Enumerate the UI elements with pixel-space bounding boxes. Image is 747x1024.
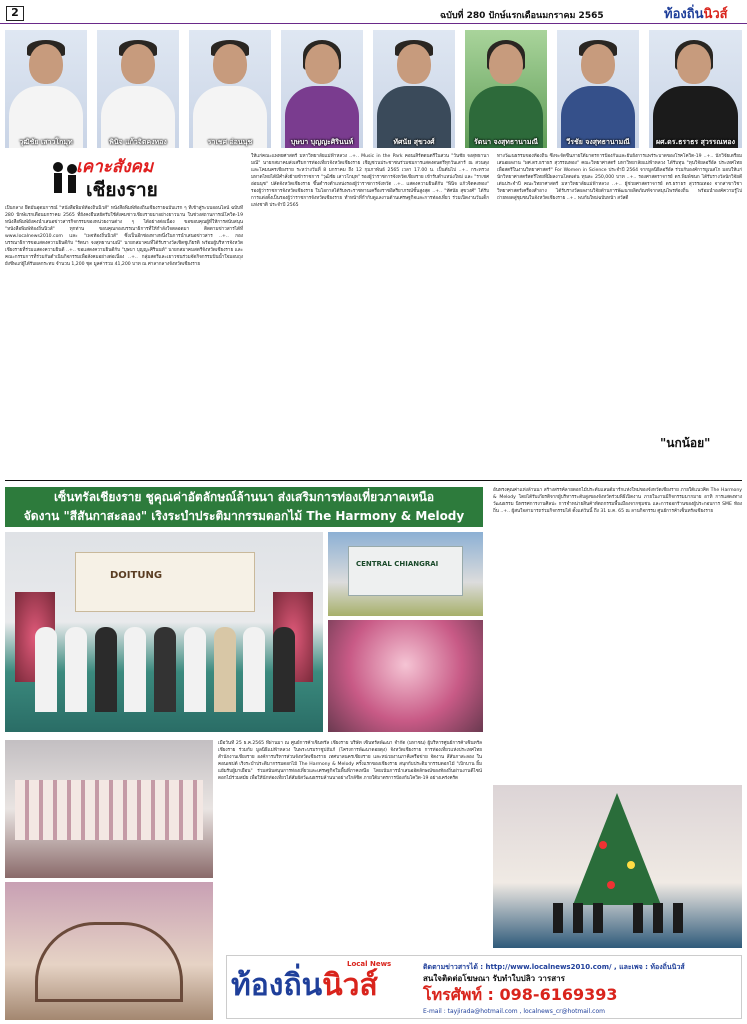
issue-label: ฉบับที่ 280 ปักษ์แรกเดือนมกราคม 2565 [440, 11, 604, 21]
column-logo-line1: เคาะสังคม [76, 157, 154, 177]
column-logo-line2: เชียงราย [86, 179, 158, 201]
ad-logo: ท้องถิ่นนิวส์ [231, 969, 378, 1002]
portrait-strip [5, 30, 742, 148]
page-number: 2 [6, 6, 24, 21]
advertisement-box [226, 955, 742, 1019]
article-bottom-text: เมื่อวันที่ 25 ธ.ค.2565 ที่ผ่านมา ณ ศูนย์การค้าเซ็นทรัล เชียงราย บริษัท เซ็นทรัลพัฒนา จำกัด (มหาชน) ผู้บริหารศูนย์การค้าเซ็นทรัล เชียงราย ร่วมกับ มูลนิธิแม่ฟ้าหลวง ในพระบรมราชูปถัมภ์ (โครงการพัฒนาดอยตุง) จังหวัดเชียงราย การท่องเที่ยวแห่งประเทศไทย สำนักงานเชียงราย องค์การบริหารส่วนจังหวัดเชียงราย เทศบาลนครเชียงราย และหน่วยงานภาคีเครือข่าย จัดงาน สีสันกาสะลอง ในคอนเซปต์ เริงระบำประติมากรรมดอกไม้ The Harmony & Melody ครั้งแรกของเชียงราย สนุกกับประติมากรรมดอกไม้ "เบิกบาน ยิ้มแย้มรับผู้มาเยือน" ร่วมสนับสนุนการท่องเที่ยวและเศรษฐกิจในพื้นที่ภาคเหนือ โดยเน้นการนำเสนออัตลักษณ์ของท้องถิ่นผ่านงานดีไซน์ดอกไม้ร่วมสมัย เพื่อให้นักท่องเที่ยวได้สัมผัสวัฒนธรรมล้านนาอย่างใกล้ชิด ภายใต้มาตรการป้องกันโควิด-19 อย่างเคร่งครัด [218, 741, 482, 781]
ad-tag: Local News [347, 960, 392, 968]
gossip-column-1: เป็นกลาง ยึดมั่นอุดมการณ์ "หนังสือพิมพ์ท้องถิ่นนิวส์" หนังสือพิมพ์ท้องถิ่นเชียงรายฉบับแรก ๆ ที่เข้าสู่ระบบออนไลน์ ฉบับที่ 280 ปักษ์แรกเดือนมกราคม 2565 ที่ยังคงยืนหยัดรับใช้สังคมชาวเชียงรายมาอย่างยาวนาน ในช่วงสถานการณ์โควิด-19 หนังสือพิมพ์ยังคงนำเสนอข่าวสารกิจกรรมของหน่วยงานต่าง ๆ ได้อย่างต่อเนื่อง ขอขอบคุณผู้ที่ให้การสนับสนุน "หนังสือพิมพ์ท้องถิ่นนิวส์" ทุกท่าน ขอบคุณกองบรรณาธิการที่ให้กำลังใจตลอดมา ติดตามข่าวสารได้ที่ www.localnews2010.com และ "เพจท้องถิ่นนิวส์" ซึ่งเป็นอีกช่องทางหนึ่งในการนำเสนอข่าวสาร ..+.. กองบรรณาธิการขอแสดงความยินดีกับ "รัตนา จงสุทธานามณี" นายกสมาคมที่ได้รับรางวัลเชิดชูเกียรติ พร้อมผู้บริหารจังหวัดเชียงรายที่ร่วมแสดงความยินดี ..+.. ขอแสดงความยินดีกับ "บุษบา บุญญะศิรินนท์" นายกสมาคมสตรีจังหวัดเชียงราย และคณะกรรมการที่ร่วมกันดำเนินกิจกรรมเพื่อสังคมอย่างต่อเนื่อง ..+.. กลุ่มสตรีและเยาวชนร่วมจัดกิจกรรมปันน้ำใจมอบถุงยังชีพแก่ผู้ได้รับผลกระทบ จำนวน 1,200 ชุด มูลค่ารวม 41,200 บาท ณ ศาลากลางจังหวัดเชียงราย [5, 206, 243, 267]
portrait-4: บุษบา บุญญะศิรินนท์ [281, 30, 363, 148]
portrait-3: ราเชศ อ่อนนุช [189, 30, 271, 148]
photo-central-building [328, 532, 483, 616]
article-right-text: อันทรงคุณค่าแห่งล้านนา สร้างสรรค์ลายดอกไม้ประดับแลนด์มาร์กแห่งใหม่ของจังหวัดเชียงราย ภายใต้แนวคิด The Harmony & Melody โดยได้รับเกียรติจากผู้บริหารระดับสูงของจังหวัดร่วมพิธีเปิดงาน ภายในงานมีกิจกรรมมากมาย อาทิ การแสดงทางวัฒนธรรม นิทรรศการงานศิลปะ การจำหน่ายสินค้าหัตถกรรมพื้นเมืองจากชุมชน และการออกร้านของผู้ประกอบการ SME ท้องถิ่น ..+.. ผู้สนใจสามารถร่วมกิจกรรมได้ ตั้งแต่วันนี้ ถึง 31 ม.ค. 65 ณ ลานกิจกรรม ศูนย์การค้าเซ็นทรัลเชียงราย [493, 488, 742, 514]
column-logo [50, 153, 170, 201]
photo-group-opening [5, 532, 323, 732]
headline-line2: จัดงาน "สีสันกาสะลอง" เริงระบำประติมากรรมดอกไม้ The Harmony & Melody [23, 509, 465, 523]
central-sign: CENTRAL CHIANGRAI [356, 560, 439, 568]
portrait-8: ผศ.ดร.ธราธร สุวรรณทอง [649, 30, 742, 148]
ad-email[interactable]: E-mail : tayjirada@hotmail.com , localnews_cr@hotmail.com [423, 1008, 605, 1015]
group-of-people [35, 627, 295, 712]
masthead-logo: ท้องถิ่นนิวส์ [664, 6, 728, 21]
photo-christmas-tree [493, 785, 742, 948]
christmas-tree-icon [493, 785, 742, 948]
portrait-2: พินิจ แก้วจิตคงทอง [97, 30, 179, 148]
section-divider [5, 480, 742, 481]
ad-phone[interactable]: โทรศัพท์ : 098-6169393 [423, 985, 618, 1004]
gossip-column-3: ทางวัฒนธรรมของท้องถิ่น ซึ่งจะจัดขึ้นภายใต้มาตรการป้องกันและยับยั้งการแพร่ระบาดของโรคโควิด-19 ..+.. นักวิจัยเตรียมเสนอผลงาน "ผศ.ดร.ธราธร สุวรรณทอง" คณะวิทยาศาสตร์ มหาวิทยาลัยแม่ฟ้าหลวง ได้รับทุน "ทุนวิจัยลอรีอัล ประเทศไทย เพื่อสตรีในงานวิทยาศาสตร์" For Women in Science ประจำปี 2564 จากมูลนิธิลอรีอัล ร่วมกับองค์การยูเนสโก มอบให้แก่นักวิทยาศาสตร์สตรีไทยที่มีผลงานโดดเด่น ทุนละ 250,000 บาท ..+.. รองศาสตราจารย์ ดร.พิมพ์ชนก ได้รับรางวัลนักวิจัยดีเด่นประจำปี คณะวิทยาศาสตร์ มหาวิทยาลัยแม่ฟ้าหลวง ..+.. ผู้ช่วยศาสตราจารย์ ดร.ธราธร สุวรรณทอง จากสาขาวิชาวิทยาศาสตร์เครื่องสำอาง ได้รับรางวัลผลงานวิจัยด้านการพัฒนาผลิตภัณฑ์จากสมุนไพรท้องถิ่น พร้อมนำองค์ความรู้ไปถ่ายทอดสู่ชุมชนในจังหวัดเชียงราย ..+.. พบกันใหม่ฉบับหน้า สวัสดี [497, 154, 742, 201]
column-signature: "นกน้อย" [660, 436, 711, 450]
photo-interior-display [5, 740, 213, 878]
headline-line1: เซ็นทรัลเชียงราย ชูคุณค่าอัตลักษณ์ล้านนา ส่งเสริมการท่องเที่ยวภาคเหนือ [53, 490, 435, 504]
photo-flower-arch [5, 882, 213, 1020]
photo-flower-sculpture [328, 620, 483, 732]
ad-contact-link[interactable]: ติดตามข่าวสารได้ : http://www.localnews2010.com/ , และเพจ : ท้องถิ่นนิวส์ [423, 963, 685, 971]
portrait-7: วีรชัย จงสุทธานามณี [557, 30, 639, 148]
portrait-1: วุฒิชัย เสาวโกมุท [5, 30, 87, 148]
gossip-column-2: ให้แก่คณะแพทยศาสตร์ มหาวิทยาลัยแม่ฟ้าหลวง ..+.. Music in the Park คอนเสิร์ตดนตรีในสวน "วันชัย จงสุทธานามณี" นายกสมาคมส่งเสริมการท่องเที่ยวจังหวัดเชียงราย เชิญชวนประชาชนร่วมชมการแสดงดนตรีทุกวันเสาร์ ณ สวนตุงและโคมนครเชียงราย ระหว่างวันที่ 8 มกราคม ถึง 12 กุมภาพันธ์ 2565 เวลา 17.00 น. เป็นต้นไป ..+.. กระทรวงมหาดไทยได้มีคำสั่งย้ายข้าราชการ "วุฒิชัย เสาวโกมุท" รองผู้ว่าราชการจังหวัดเชียงราย เข้ารับตำแหน่งใหม่ และ "ราเชศ อ่อนนุช" ปลัดจังหวัดเชียงราย ขึ้นดำรงตำแหน่งรองผู้ว่าราชการจังหวัด ..+.. แสดงความยินดีกับ "พินิจ แก้วจิตคงทอง" รองผู้ว่าราชการจังหวัดเชียงราย ในโอกาสได้รับพระราชทานเครื่องราชอิสริยาภรณ์ชั้นสูงสุด ..+.. "ทัศนัย สุขวงศ์" ได้รับการแต่งตั้งเป็นรองผู้ว่าราชการจังหวัดเชียงราย ทำหน้าที่กำกับดูแลงานด้านเศรษฐกิจและการท่องเที่ยว ร่วมเปิดงานวันเด็กแห่งชาติ ประจำปี 2565 [251, 154, 489, 208]
ad-subscribe-text: สนใจติดต่อโฆษณา รับทำใบปลิว วารสาร [423, 974, 565, 983]
page-header [0, 0, 747, 24]
doitung-sign: DOITUNG [110, 570, 163, 581]
portrait-5: ทัศนัย สุขวงศ์ [373, 30, 455, 148]
article-headline [5, 487, 483, 527]
portrait-6: รัตนา จงสุทธานามณี [465, 30, 547, 148]
